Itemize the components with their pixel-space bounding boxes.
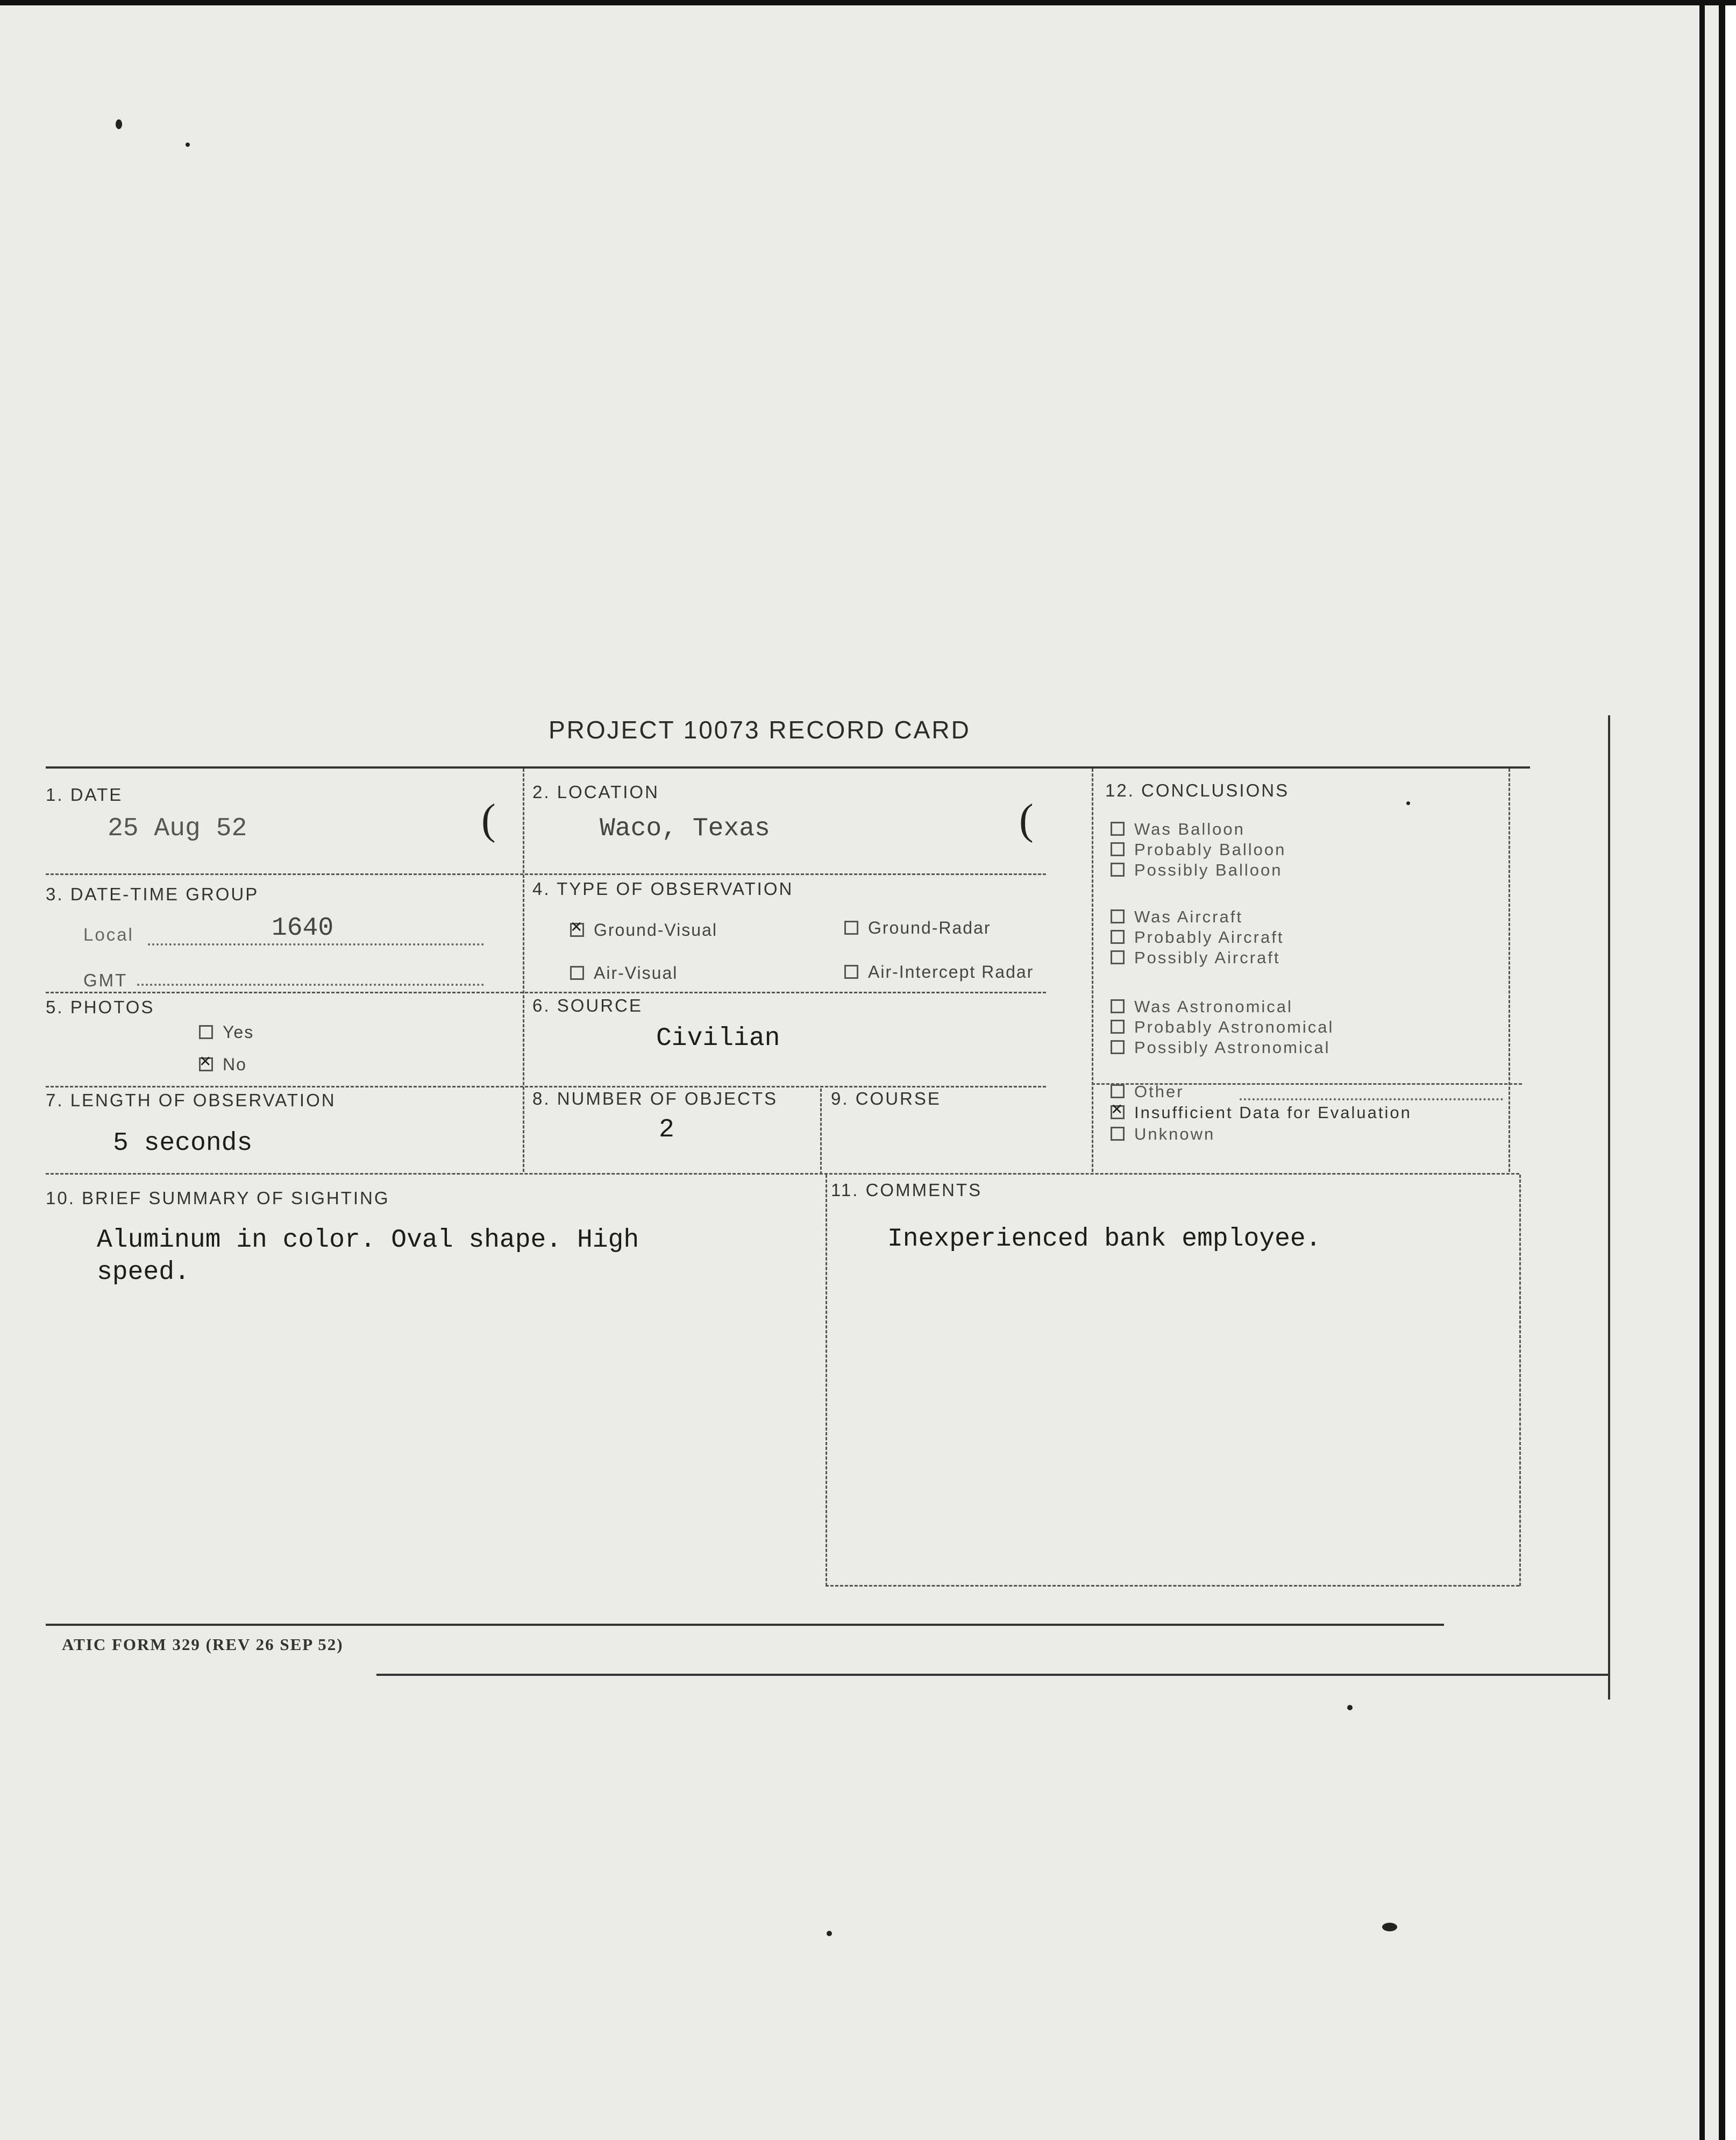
- gmt-label: GMT: [83, 970, 128, 990]
- type-label: 4. TYPE OF OBSERVATION: [532, 879, 794, 899]
- conclusion-was-balloon: Was Balloon: [1111, 820, 1245, 839]
- summary-line-1: Aluminum in color. Oval shape. High: [97, 1226, 639, 1255]
- option-ground-radar: Ground-Radar: [844, 918, 991, 938]
- checkbox-checked: [199, 1057, 213, 1071]
- comments-value: Inexperienced bank employee.: [887, 1225, 1321, 1254]
- source-value: Civilian: [656, 1024, 780, 1053]
- checkbox: [1111, 930, 1125, 944]
- conclusion-insufficient-data: ✕Insufficient Data for Evaluation: [1111, 1103, 1412, 1122]
- card-right-border: [1608, 715, 1610, 1700]
- objects-label: 8. NUMBER OF OBJECTS: [532, 1089, 778, 1108]
- source-label: 6. SOURCE: [532, 996, 643, 1015]
- checkbox: [1111, 999, 1125, 1013]
- checkbox: [1111, 1127, 1125, 1141]
- checkbox: [570, 966, 584, 980]
- local-line: [148, 943, 484, 945]
- dust-speck: [1382, 1923, 1397, 1931]
- dust-speck: [186, 143, 190, 147]
- checkbox: [1111, 1040, 1125, 1054]
- divider: [1509, 769, 1510, 1172]
- divider: [46, 1624, 1444, 1626]
- conclusion-other: Other: [1111, 1082, 1184, 1101]
- conclusion-was-astronomical: Was Astronomical: [1111, 997, 1293, 1016]
- checkbox: [1111, 1084, 1125, 1098]
- length-value: 5 seconds: [113, 1129, 253, 1158]
- comments-label: 11. COMMENTS: [831, 1180, 983, 1200]
- checkbox: [1111, 950, 1125, 964]
- card-title: PROJECT 10073 RECORD CARD: [549, 716, 971, 744]
- dust-speck: [1347, 1705, 1353, 1710]
- checkbox: [1111, 909, 1125, 923]
- divider: [46, 992, 1046, 993]
- course-label: 9. COURSE: [831, 1089, 941, 1108]
- summary-label: 10. BRIEF SUMMARY OF SIGHTING: [46, 1188, 390, 1208]
- option-ground-visual: ✕Ground-Visual: [570, 920, 717, 940]
- scan-border-right-outer: [1719, 0, 1725, 2140]
- paren-mark: (: [1019, 796, 1034, 843]
- conclusions-label: 12. CONCLUSIONS: [1105, 780, 1290, 800]
- paren-mark: (: [481, 796, 496, 843]
- checkbox: [844, 921, 858, 935]
- form-footer: ATIC FORM 329 (REV 26 SEP 52): [62, 1635, 344, 1654]
- conclusion-was-aircraft: Was Aircraft: [1111, 907, 1243, 927]
- divider: [826, 1585, 1519, 1587]
- card-bottom-rule: [376, 1674, 1608, 1676]
- summary-line-2: speed.: [97, 1258, 190, 1287]
- checkbox: [1111, 822, 1125, 836]
- conclusion-possibly-aircraft: Possibly Aircraft: [1111, 948, 1280, 968]
- option-air-visual: Air-Visual: [570, 963, 678, 983]
- checkbox: [1111, 842, 1125, 856]
- location-label: 2. LOCATION: [532, 782, 659, 802]
- dust-speck: [827, 1931, 832, 1936]
- location-value: Waco, Texas: [600, 814, 770, 843]
- gmt-line: [137, 984, 484, 986]
- record-card: [46, 766, 1530, 1613]
- divider: [1519, 1175, 1521, 1586]
- divider: [523, 769, 524, 1172]
- divider: [46, 1086, 1046, 1087]
- checkbox-checked: [1111, 1105, 1125, 1119]
- objects-value: 2: [659, 1115, 674, 1144]
- divider: [46, 1173, 1519, 1175]
- divider: [826, 1175, 827, 1586]
- length-label: 7. LENGTH OF OBSERVATION: [46, 1090, 336, 1110]
- conclusion-probably-astronomical: Probably Astronomical: [1111, 1018, 1334, 1037]
- option-air-intercept-radar: Air-Intercept Radar: [844, 962, 1034, 982]
- checkbox: [844, 965, 858, 979]
- photos-label: 5. PHOTOS: [46, 997, 155, 1017]
- divider: [46, 873, 1046, 875]
- date-label: 1. DATE: [46, 785, 123, 805]
- checkbox: [199, 1025, 213, 1039]
- local-value: 1640: [272, 914, 334, 943]
- scan-border-top: [0, 0, 1736, 5]
- dust-speck: [116, 119, 122, 129]
- other-line: [1240, 1098, 1503, 1100]
- photos-no: ✕No: [199, 1055, 247, 1075]
- checkbox: [1111, 863, 1125, 877]
- divider: [1092, 769, 1093, 1172]
- photos-yes: Yes: [199, 1022, 254, 1042]
- conclusion-possibly-balloon: Possibly Balloon: [1111, 861, 1282, 880]
- conclusion-unknown: Unknown: [1111, 1125, 1215, 1144]
- conclusion-possibly-astronomical: Possibly Astronomical: [1111, 1038, 1331, 1057]
- datetime-label: 3. DATE-TIME GROUP: [46, 884, 259, 904]
- date-value: 25 Aug 52: [108, 814, 247, 843]
- checkbox-checked: [570, 923, 584, 937]
- divider: [820, 1089, 822, 1175]
- conclusion-probably-aircraft: Probably Aircraft: [1111, 928, 1284, 947]
- scan-border-right: [1699, 0, 1705, 2140]
- local-label: Local: [83, 925, 134, 944]
- checkbox: [1111, 1020, 1125, 1034]
- conclusion-probably-balloon: Probably Balloon: [1111, 840, 1286, 859]
